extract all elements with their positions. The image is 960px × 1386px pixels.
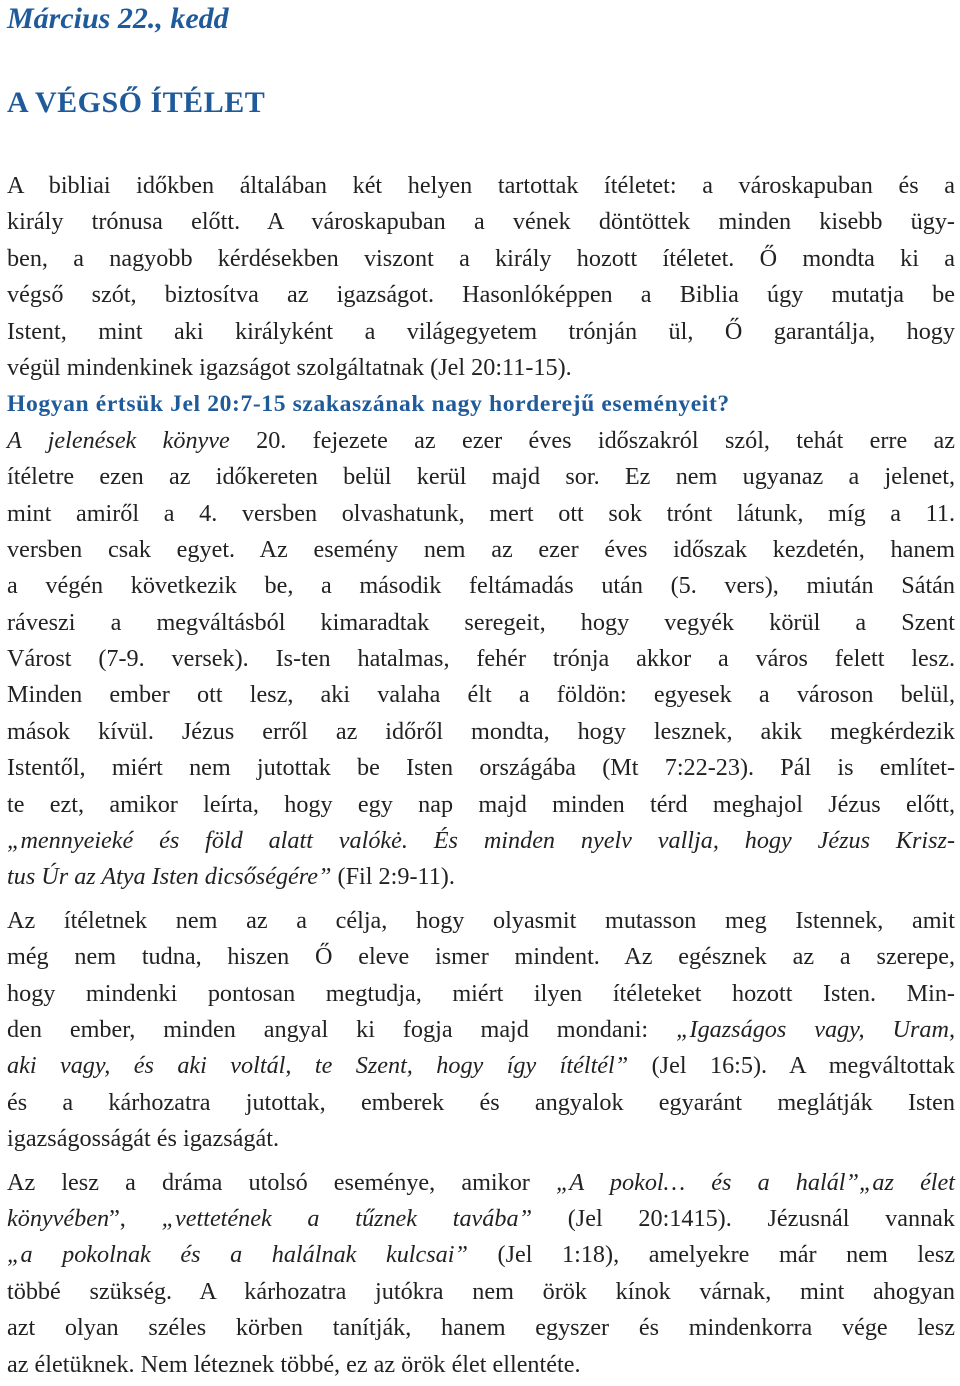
article-body: [7, 168, 955, 1383]
paragraph-line: Istent, mint aki királyként a világegyetem trónján ül, Ő garantálja, hogy: [7, 317, 955, 345]
paragraph-line: az életüknek. Nem léteznek többé, ez az örök élet ellentéte.: [7, 1350, 581, 1378]
paragraph-line: Várost (7-9. versek). Is-ten hatalmas, fehér trónja akkor a város felett lesz.: [7, 645, 955, 673]
paragraph-line: te ezt, amikor leírta, hogy egy nap majd minden térd meghajol Jézus előtt,: [7, 790, 955, 818]
bible-quote: „Igazságos vagy, Uram,: [676, 1015, 955, 1043]
page-title: A VÉGSŐ ÍTÉLET: [7, 86, 266, 119]
paragraph-line: Az ítéletnek nem az a célja, hogy olyasmit mutasson meg Istennek, amit: [7, 906, 955, 934]
bible-quote-line: „mennyeieké és föld alatt valókė. És minden nyelv vallja, hogy Jézus Krisz-: [7, 827, 955, 855]
paragraph-line: ben, a nagyobb kérdésekben viszont a király hozott ítéletet. Ő mondta ki a: [7, 244, 955, 272]
paragraph-line: Istentől, miért nem jutottak be Isten országába (Mt 7:22-23). Pál is említet-: [7, 754, 955, 782]
paragraph-line: többé szükség. A kárhozatra jutókra nem örök kínok várnak, mint ahogyan: [7, 1277, 955, 1305]
paragraph-line: végül mindenkinek igazságot szolgáltatnak (Jel 20:11-15).: [7, 353, 572, 381]
paragraph-line: hogy mindenki pontosan megtudja, miért ilyen ítéleteket hozott Isten. Min-: [7, 979, 955, 1007]
paragraph-line: igazságosságát és igazságát.: [7, 1125, 280, 1153]
bible-quote: „A pokol… és a halál”„az élet: [555, 1168, 955, 1196]
bible-quote: aki vagy, és aki voltál, te Szent, hogy így ítéltél”: [7, 1052, 629, 1080]
paragraph-line: tus Úr az Atya Isten dicsőségére” (Fil 2:9-11).: [7, 863, 455, 891]
devotional-date: Március 22., kedd: [7, 2, 229, 35]
paragraph-line: azt olyan széles körben tanítják, hanem egyszer és mindenkorra vége lesz: [7, 1314, 955, 1342]
paragraph-line: versben csak egyet. Az esemény nem az ezer éves időszak kezdetén, hanem: [7, 535, 955, 563]
bible-quote: könyvében: [7, 1204, 110, 1232]
paragraph-line: a végén következik be, a második feltámadás után (5. vers), miután Sátán: [7, 572, 955, 600]
paragraph-line: Minden ember ott lesz, aki valaha élt a földön: egyesek a városon belül,: [7, 681, 955, 709]
paragraph-line: ítéletre ezen az időkereten belül kerül majd sor. Ez nem ugyanaz a jelenet,: [7, 463, 955, 491]
paragraph-line: Az lesz a dráma utolsó eseménye, amikor „A pokol… és a halál”„az élet: [7, 1168, 955, 1196]
paragraph-line: aki vagy, és aki voltál, te Szent, hogy így ítéltél” (Jel 16:5). A megváltottak: [7, 1052, 955, 1080]
paragraph-line: mások kívül. Jézus erről az időről mondta, hogy lesznek, akik megkérdezik: [7, 717, 955, 745]
bible-quote: tus Úr az Atya Isten dicsőségére”: [7, 863, 332, 891]
paragraph-line: A jelenések könyve 20. fejezete az ezer éves időszakról szól, tehát erre az: [7, 426, 956, 454]
paragraph-line: és a kárhozatra jutottak, emberek és angyalok egyaránt meglátják Isten: [7, 1088, 955, 1116]
paragraph-line: A bibliai időkben általában két helyen tartottak ítéletet: a városkapuban és a: [7, 172, 955, 199]
paragraph-line: ráveszi a megváltásból kimaradtak seregeit, hogy vegyék körül a Szent: [7, 608, 955, 636]
paragraph-line: végső szót, biztosítva az igazságot. Hasonlóképpen a Biblia úgy mutatja be: [7, 281, 955, 309]
book-title: A jelenések könyve: [7, 426, 230, 454]
bible-quote: „a pokolnak és a halálnak kulcsai”: [7, 1241, 468, 1269]
paragraph-line: könyvében”, „vettetének a tűznek tavába” (Jel 20:1415). Jézusnál vannak: [7, 1204, 955, 1232]
paragraph-line: király trónusa előtt. A városkapuban a vének döntöttek minden kisebb ügy-: [7, 208, 955, 236]
paragraph-line: den ember, minden angyal ki fogja majd mondani: „Igazságos vagy, Uram,: [7, 1015, 955, 1043]
paragraph-line: „a pokolnak és a halálnak kulcsai” (Jel 1:18), amelyekre már nem lesz: [7, 1241, 955, 1269]
bible-quote: „vettetének a tűznek tavába”: [161, 1204, 533, 1232]
study-question: Hogyan értsük Jel 20:7-15 szakaszának nagy horderejű eseményeit?: [7, 391, 730, 418]
paragraph-line: még nem tudna, hiszen Ő eleve ismer mindent. Az egésznek az a szerepe,: [7, 943, 955, 971]
paragraph-line: mint amiről a 4. versben olvashatunk, mert ott sok trónt látunk, míg a 11.: [7, 499, 955, 527]
